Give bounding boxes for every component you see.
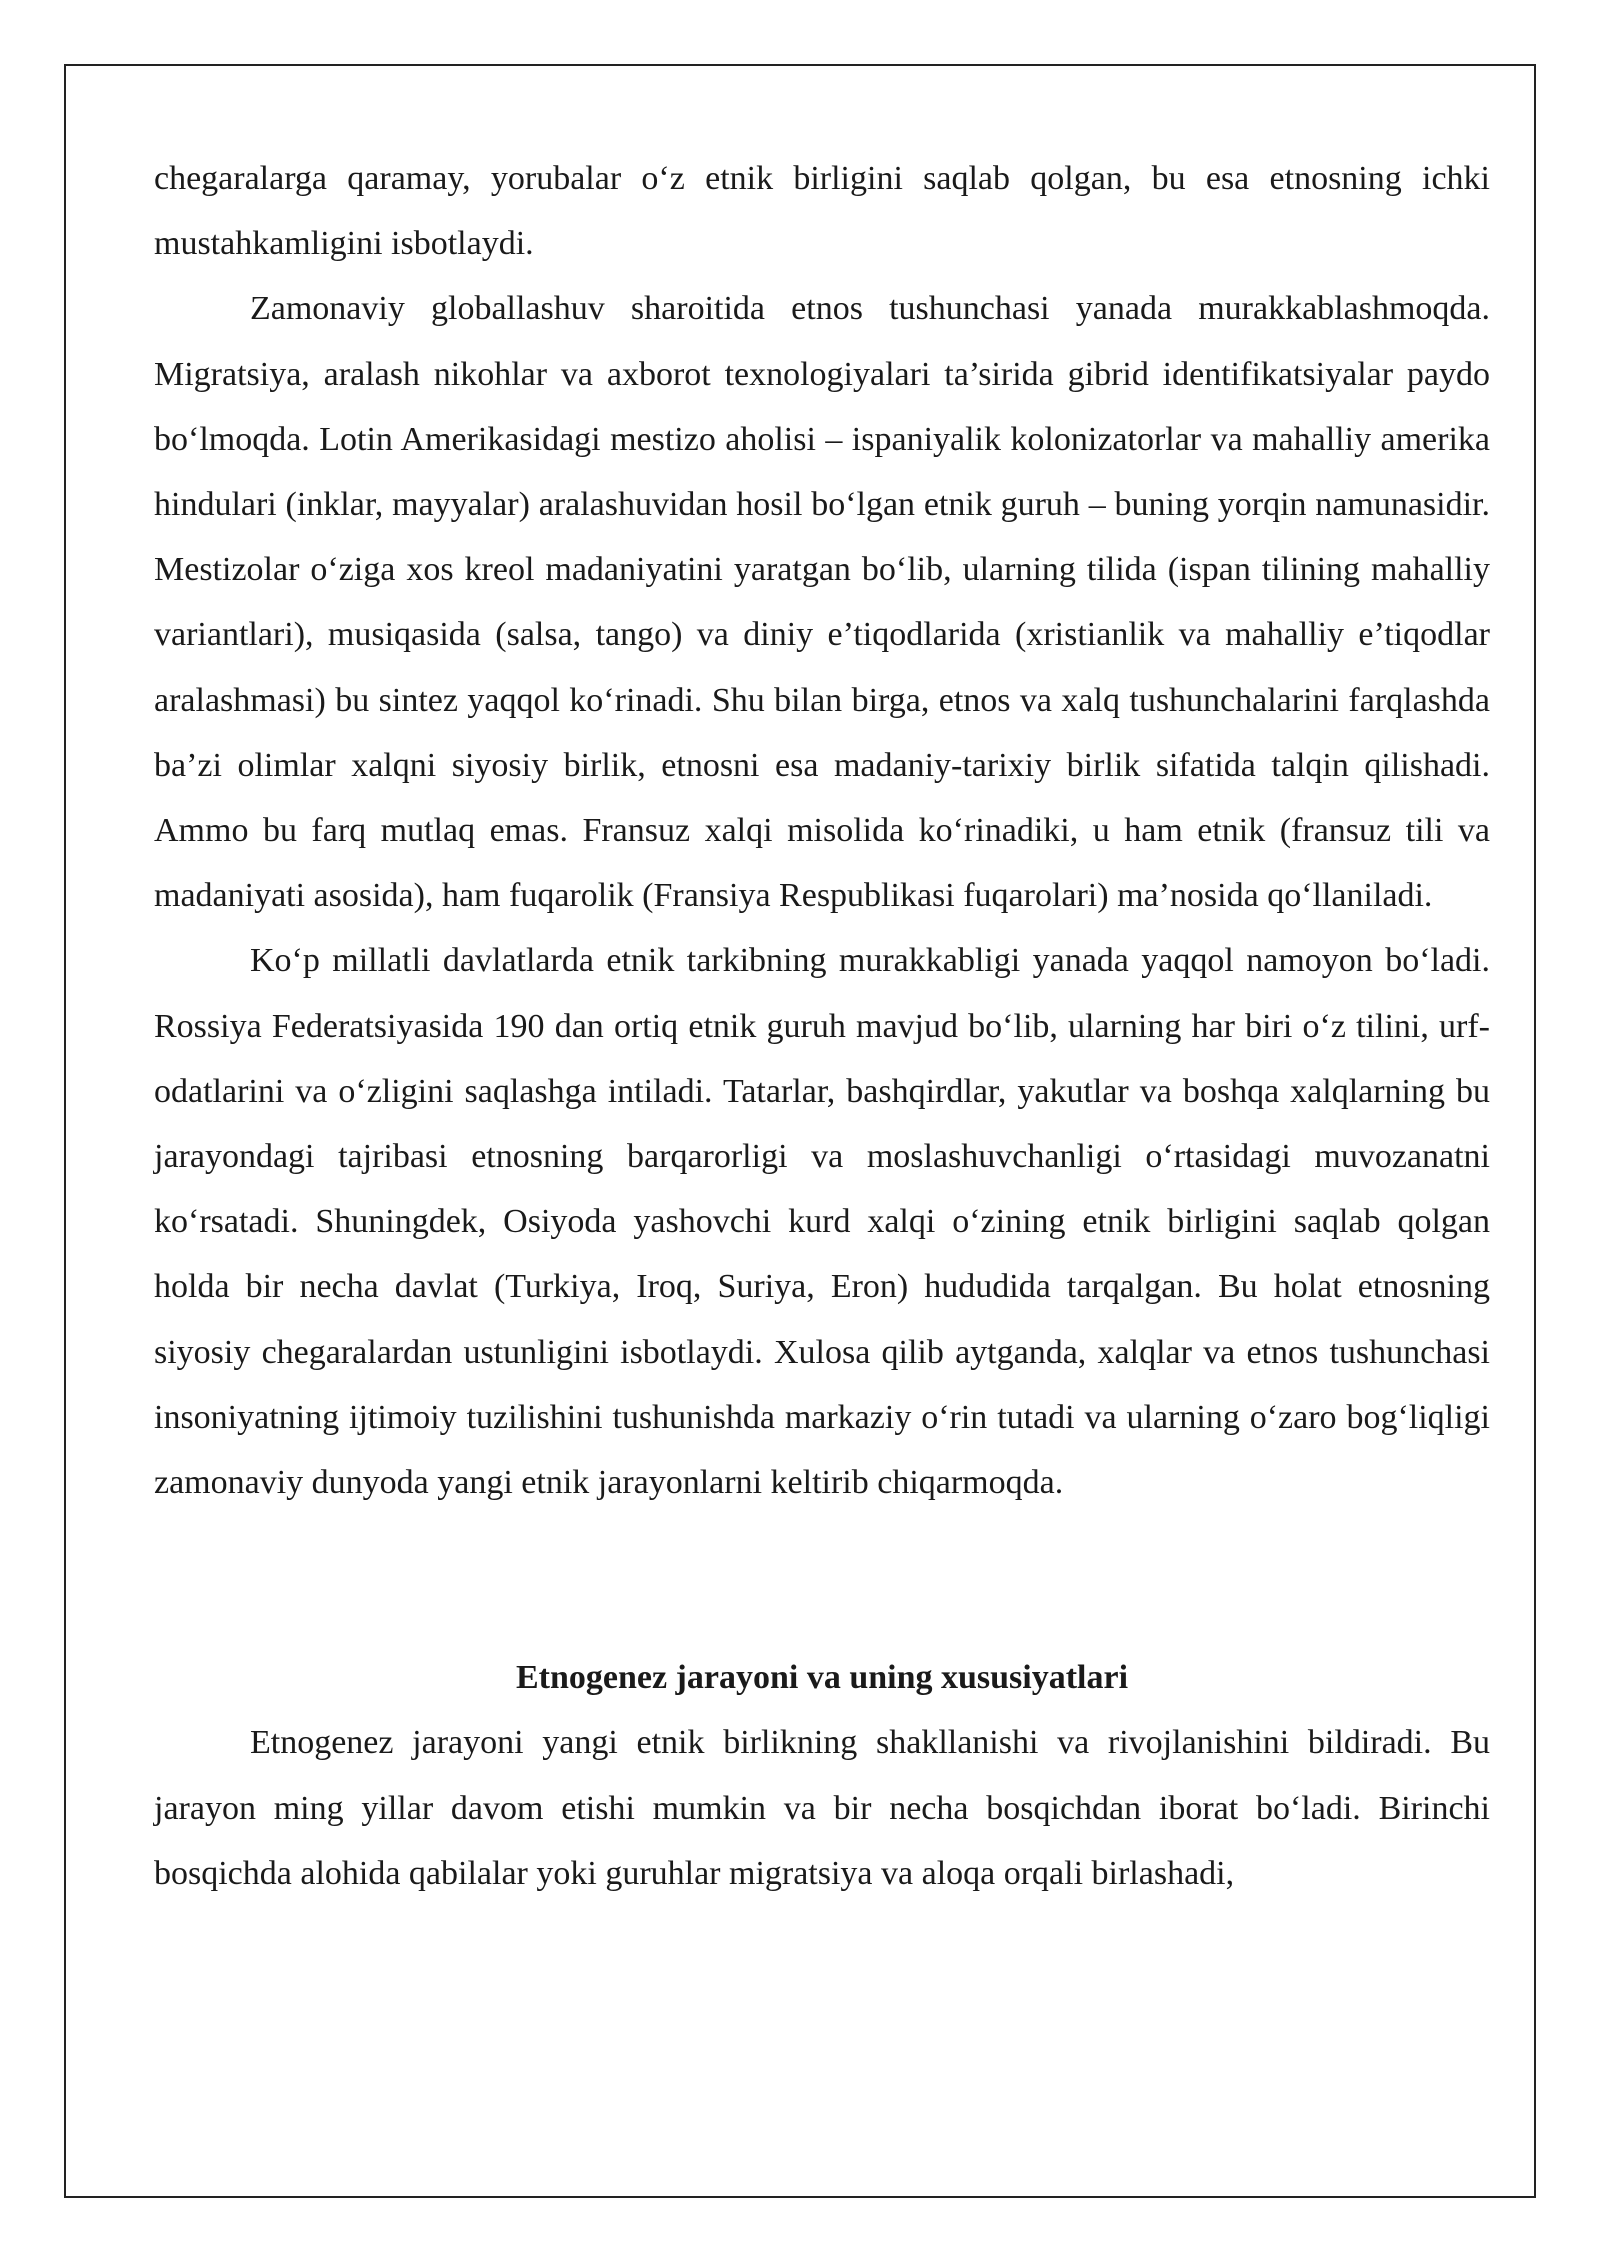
paragraph-continuation: chegaralarga qaramay, yorubalar o‘z etnik birligini saqlab qolgan, bu esa etnosning ichki mustahkamligini isbotlaydi. [154,160,1490,263]
paragraph-multinational-states: Ko‘p millatli davlatlarda etnik tarkibning murakkabligi yanada yaqqol namoyon bo‘ladi. Rossiya Federatsiyasida 190 dan ortiq etnik guruh mavjud bo‘lib, ularning har biri o‘z tilini, urf-odatlarini va o‘zligini saqlashga intiladi. Tatarlar, bashqirdlar, yakutlar va boshqa xalqlarning bu jarayondagi tajribasi etnosning barqarorligi va moslashuvchanligi o‘rtasidagi muvozanatni ko‘rsatadi. Shuningdek, Osiyoda yashovchi kurd xalqi o‘zining etnik birligini saqlab qolgan holda bir necha davlat (Turkiya, Iroq, Suriya, Eron) hududida tarqalgan. Bu holat etnosning siyosiy chegaralardan ustunligini isbotlaydi. Xulosa qilib aytganda, xalqlar va etnos tushunchasi insoniyatning ijtimoiy tuzilishini tushunishda markaziy o‘rin tutadi va ularning o‘zaro bog‘liqligi zamonaviy dunyoda yangi etnik jarayonlarni keltirib chiqarmoqda. [154,942,1490,1502]
section-heading: Etnogenez jarayoni va uning xususiyatlari [515,1659,1129,1697]
document-body [154,146,1490,1906]
paragraph-globalization: Zamonaviy globallashuv sharoitida etnos tushunchasi yanada murakkablashmoqda. Migratsiya, aralash nikohlar va axborot texnologiyalari ta’sirida gibrid identifikatsiyalar paydo bo‘lmoqda. Lotin Amerikasidagi mestizo aholisi – ispaniyalik kolonizatorlar va mahalliy amerika hindulari (inklar, mayyalar) aralashuvidan hosil bo‘lgan etnik guruh – buning yorqin namunasidir. Mestizolar o‘ziga xos kreol madaniyatini yaratgan bo‘lib, ularning tilida (ispan tilining mahalliy variantlari), musiqasida (salsa, tango) va diniy e’tiqodlarida (xristianlik va mahalliy e’tiqodlar aralashmasi) bu sintez yaqqol ko‘rinadi. Shu bilan birga, etnos va xalq tushunchalarini farqlashda ba’zi olimlar xalqni siyosiy birlik, etnosni esa madaniy-tarixiy birlik sifatida talqin qilishadi. Ammo bu farq mutlaq emas. Fransuz xalqi misolida ko‘rinadiki, u ham etnik (fransuz tili va madaniyati asosida), ham fuqarolik (Fransiya Respublikasi fuqarolari) ma’nosida qo‘llaniladi. [154,290,1490,915]
paragraph-ethnogenesis: Etnogenez jarayoni yangi etnik birlikning shakllanishi va rivojlanishini bildiradi. Bu jarayon ming yillar davom etishi mumkin va bir necha bosqichdan iborat bo‘ladi. Birinchi bosqichda alohida qabilalar yoki guruhlar migratsiya va aloqa orqali birlashadi, [154,1724,1490,1892]
